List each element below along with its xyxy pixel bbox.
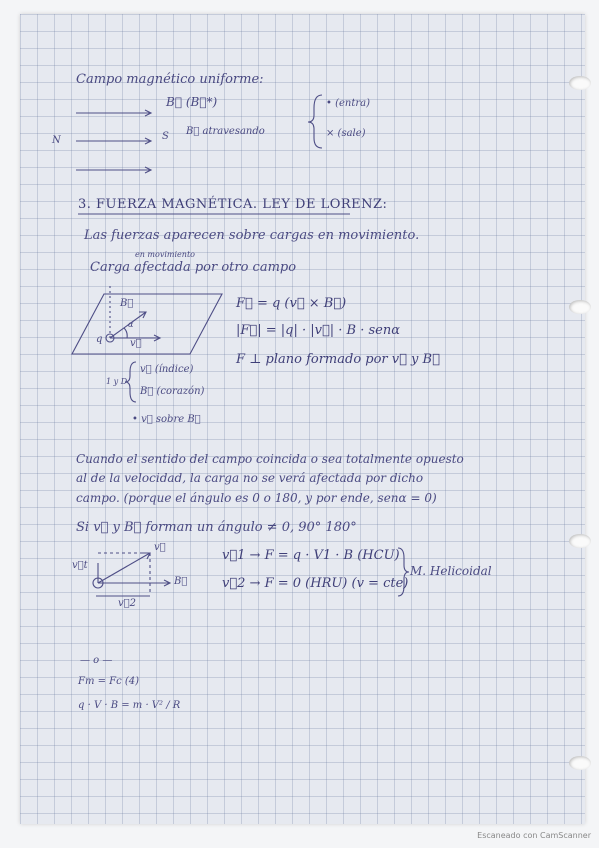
hand-rule-heart: B⃗ (corazón) [140, 386, 205, 397]
sale-label: × (sale) [326, 128, 366, 139]
heading-uniform-field: Campo magnético uniforme: [76, 72, 264, 87]
hand-rule-index: v⃗ (índice) [140, 364, 194, 375]
vector-vt-label: v⃗t [72, 560, 88, 571]
field-lines [76, 110, 151, 173]
hand-rule-note: • v⃗ sobre B⃗ [132, 414, 201, 425]
diagram-b-label: B⃗ [120, 298, 134, 309]
section-title: 3. FUERZA MAGNÉTICA. LEY DE LORENZ: [78, 197, 388, 212]
angle-condition: Si v⃗ y B⃗ forman un ángulo ≠ 0, 90° 180° [76, 520, 357, 535]
vector-diagram [93, 553, 170, 596]
lorentz-formula: F⃗ = q (v⃗ × B⃗) [236, 296, 347, 311]
brace [308, 95, 322, 148]
radius-equation: q · V · B = m · V² / R [78, 700, 181, 711]
text-line-2: Carga afectada por otro campo [90, 260, 297, 275]
helicoidal-label: M. Helicoidal [410, 564, 492, 578]
paragraph-line-3: campo. (porque el ángulo es 0 o 180, y por ende, senα = 0) [76, 491, 437, 505]
atravesado-label: B⃗ atravesando [186, 126, 265, 137]
perpendicular-statement: F ⊥ plano formado por v⃗ y B⃗ [236, 352, 440, 367]
force-balance: Fm = Fc (4) [78, 676, 140, 687]
north-label: N [52, 135, 61, 146]
equation-hcu: v⃗1 → F = q · V1 · B (HCU) [222, 548, 400, 563]
b-field-labels: B⃗ (B⃗*) [166, 95, 218, 109]
vector-v2-label: v⃗2 [118, 598, 137, 609]
force-magnitude-formula: |F⃗| = |q| · |v⃗| · B · senα [236, 323, 400, 338]
vector-v-label: v⃗ [154, 542, 166, 553]
vector-b-label: B⃗ [174, 576, 188, 587]
hand-rule-prefix: 1 y D [106, 377, 128, 386]
south-label: S [162, 131, 169, 142]
scanner-watermark: Escaneado con CamScanner [477, 831, 591, 840]
diagram-q-label: q [96, 334, 103, 345]
plane-diagram [72, 284, 222, 354]
diagram-v-label: v⃗ [130, 338, 142, 349]
text-line-2-note: en movimiento [135, 250, 195, 259]
text-line-1: Las fuerzas aparecen sobre cargas en movimiento. [84, 228, 420, 243]
paragraph-line-2: al de la velocidad, la carga no se verá afectada por dicho [76, 471, 424, 485]
diagram-alpha-label: α [128, 320, 134, 329]
paragraph-line-1: Cuando el sentido del campo coincida o sea totalmente opuesto [76, 452, 464, 466]
separator: — o — [80, 655, 113, 666]
entra-label: • (entra) [326, 98, 370, 109]
equation-hru: v⃗2 → F = 0 (HRU) (v = cte) [222, 576, 409, 591]
